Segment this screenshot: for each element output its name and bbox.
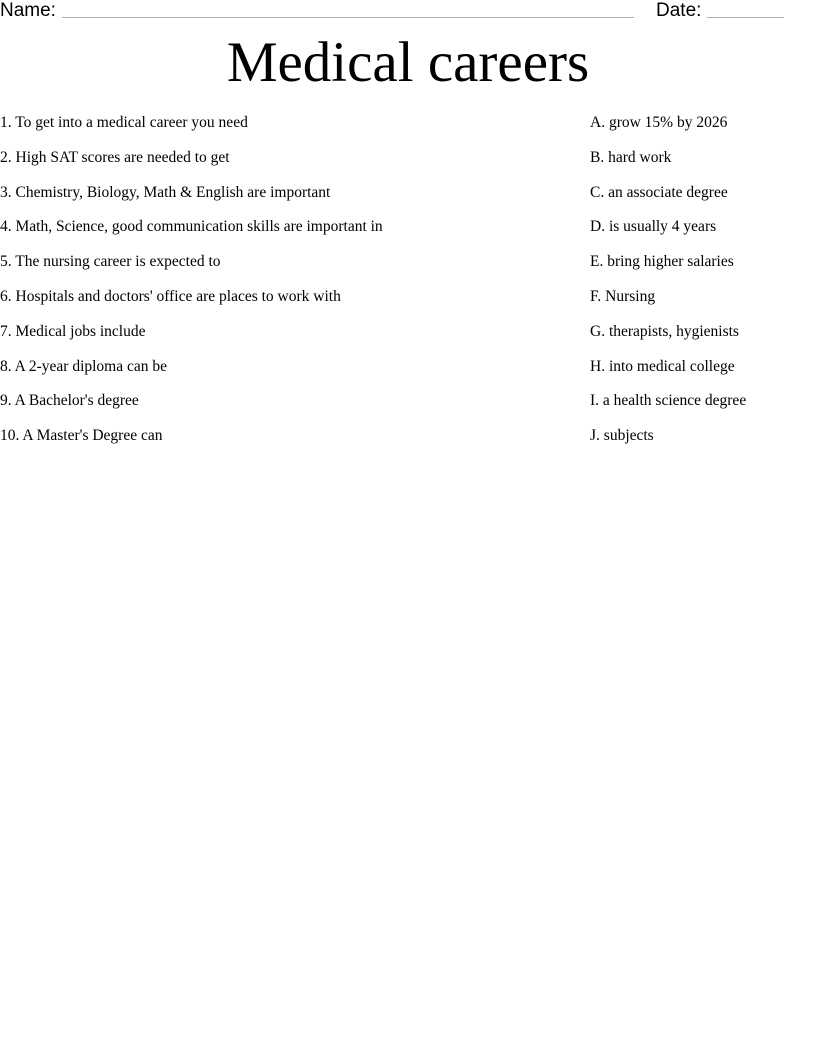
- name-label: Name:: [0, 0, 56, 21]
- answer-item: H. into medical college: [590, 357, 735, 375]
- name-blank-line: [62, 0, 634, 18]
- question-item: 1. To get into a medical career you need: [0, 114, 248, 131]
- answer-item: A. grow 15% by 2026: [590, 114, 728, 131]
- question-item: 4. Math, Science, good communication skills are important in: [0, 218, 383, 236]
- answer-item: E. bring higher salaries: [590, 253, 734, 271]
- answer-item: C. an associate degree: [590, 183, 728, 201]
- answer-item: J. subjects: [590, 427, 654, 445]
- question-item: 6. Hospitals and doctors' office are places to work with: [0, 287, 341, 305]
- question-item: 7. Medical jobs include: [0, 322, 146, 340]
- date-label: Date:: [656, 0, 702, 21]
- answer-item: B. hard work: [590, 148, 672, 166]
- question-item: 10. A Master's Degree can: [0, 427, 163, 445]
- question-item: 2. High SAT scores are needed to get: [0, 148, 230, 166]
- question-item: 5. The nursing career is expected to: [0, 253, 221, 271]
- answer-list: [590, 113, 816, 461]
- question-item: 8. A 2-year diploma can be: [0, 357, 168, 375]
- date-blank-line: [707, 0, 784, 18]
- question-item: 3. Chemistry, Biology, Math & English are important: [0, 183, 331, 201]
- page-title: Medical careers: [226, 31, 590, 94]
- answer-item: G. therapists, hygienists: [590, 322, 739, 340]
- answer-item: D. is usually 4 years: [590, 218, 717, 236]
- answer-item: I. a health science degree: [590, 392, 747, 410]
- question-item: 9. A Bachelor's degree: [0, 392, 139, 410]
- question-list: [0, 113, 560, 461]
- worksheet-header: [0, 0, 816, 24]
- answer-item: F. Nursing: [590, 287, 656, 305]
